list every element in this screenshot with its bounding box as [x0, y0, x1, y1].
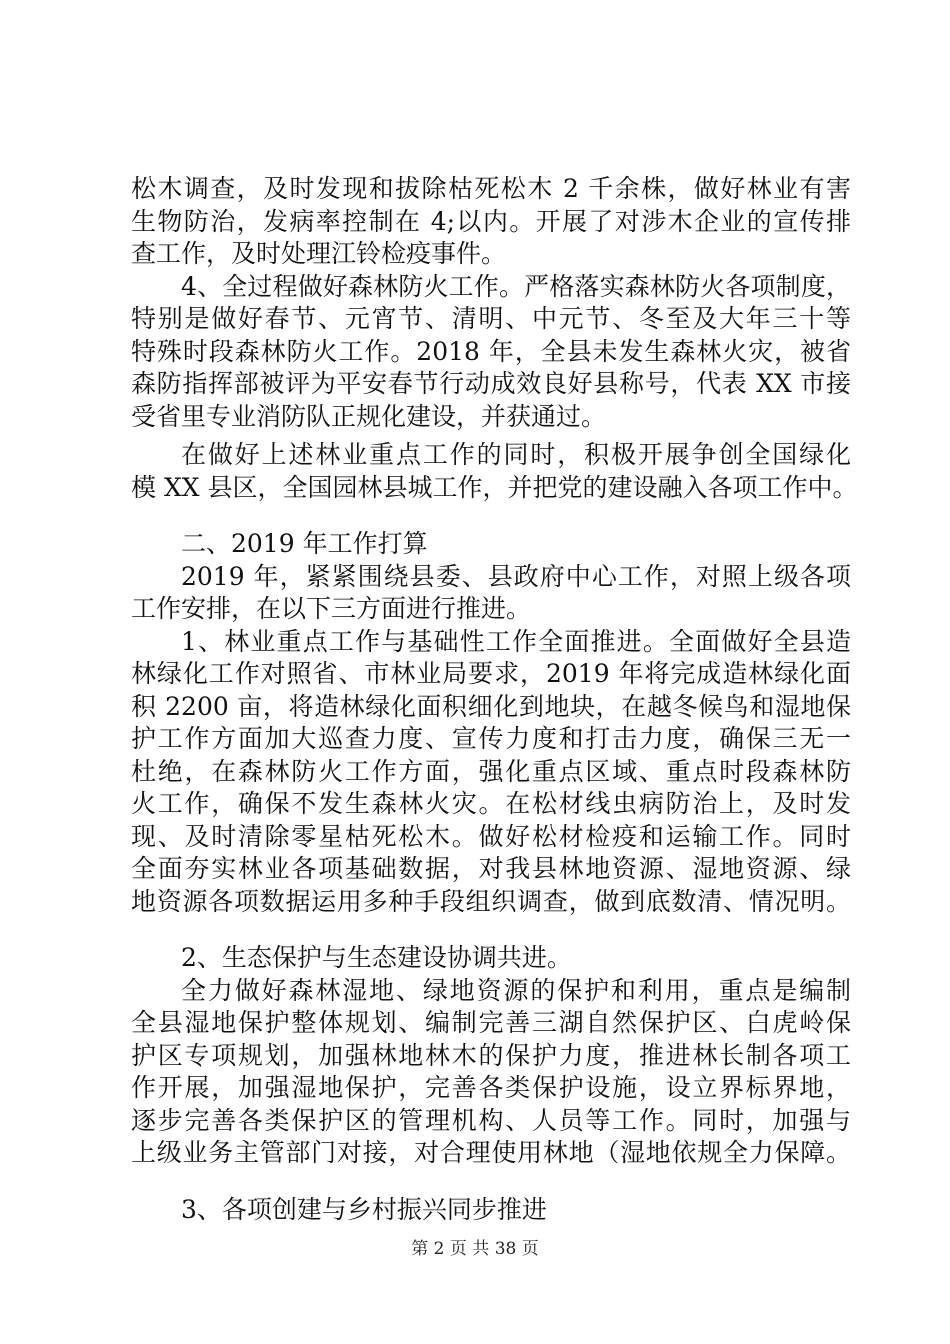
paragraph-line: 护工作方面加大巡查力度、宣传力度和打击力度，确保三无一 [131, 724, 851, 753]
page-number-footer: 第 2 页 共 38 页 [411, 1239, 539, 1259]
paragraph-line: 现、及时清除零星枯死松木。做好松材检疫和运输工作。同时 [131, 821, 851, 851]
paragraph-line: 火工作，确保不发生森林火灾。在松材线虫病防治上，及时发 [131, 789, 851, 818]
paragraph-line: 4、全过程做好森林防火工作。严格落实森林防火各项制度， [181, 271, 851, 301]
paragraph-line: 1、林业重点工作与基础性工作全面推进。全面做好全县造 [181, 626, 851, 656]
paragraph-line: 全面夯实林业各项基础数据，对我县林地资源、湿地资源、绿 [131, 854, 851, 883]
document-body [131, 173, 858, 1226]
paragraph-line: 特别是做好春节、元宵节、清明、中元节、冬至及大年三十等 [131, 304, 851, 333]
paragraph-line: 全力做好森林湿地、绿地资源的保护和利用，重点是编制 [181, 975, 851, 1005]
paragraph-line: 2019 年，紧紧围绕县委、县政府中心工作，对照上级各项 [181, 561, 851, 591]
paragraph-line: 模 XX 县区，全国园林县城工作，并把党的建设融入各项工作中。 [131, 472, 858, 502]
paragraph-line: 杜绝，在森林防火工作方面，强化重点区域、重点时段森林防 [131, 756, 851, 786]
paragraph-line: 生物防治，发病率控制在 4;以内。开展了对涉木企业的宣传排 [131, 206, 851, 236]
paragraph-line: 逐步完善各类保护区的管理机构、人员等工作。同时，加强与 [131, 1105, 851, 1135]
paragraph-line: 特殊时段森林防火工作。2018 年，全县未发生森林火灾，被省 [131, 336, 851, 366]
paragraph-line: 工作安排，在以下三方面进行推进。 [131, 594, 532, 623]
paragraph-line: 积 2200 亩，将造林绿化面积细化到地块，在越冬候鸟和湿地保 [131, 691, 851, 721]
paragraph-line: 作开展，加强湿地保护，完善各类保护设施，设立界标界地， [131, 1073, 851, 1102]
paragraph-line: 地资源各项数据运用多种手段组织调查，做到底数清、情况明。 [131, 886, 851, 916]
paragraph-line: 林绿化工作对照省、市林业局要求，2019 年将完成造林绿化面 [131, 659, 851, 688]
paragraph-line: 护区专项规划，加强林地林木的保护力度，推进林长制各项工 [131, 1040, 851, 1070]
paragraph-line: 查工作，及时处理江铃检疫事件。 [131, 239, 507, 268]
paragraph-line: 森防指挥部被评为平安春节行动成效良好县称号，代表 XX 市接 [131, 369, 851, 398]
paragraph-line: 全县湿地保护整体规划、编制完善三湖自然保护区、白虎岭保 [131, 1008, 851, 1037]
paragraph-line: 受省里专业消防队正规化建设，并获通过。 [131, 401, 607, 431]
subsection-heading: 2、生态保护与生态建设协调共进。 [181, 943, 572, 972]
paragraph-line: 上级业务主管部门对接，对合理使用林地（湿地依规全力保障。 [131, 1138, 851, 1167]
subsection-heading: 3、各项创建与乡村振兴同步推进 [181, 1194, 547, 1224]
paragraph-line: 在做好上述林业重点工作的同时，积极开展争创全国绿化 [181, 440, 851, 469]
paragraph-line: 松木调查，及时发现和拔除枯死松木 2 千余株，做好林业有害 [131, 174, 851, 203]
section-heading: 二、2019 年工作打算 [181, 529, 428, 558]
